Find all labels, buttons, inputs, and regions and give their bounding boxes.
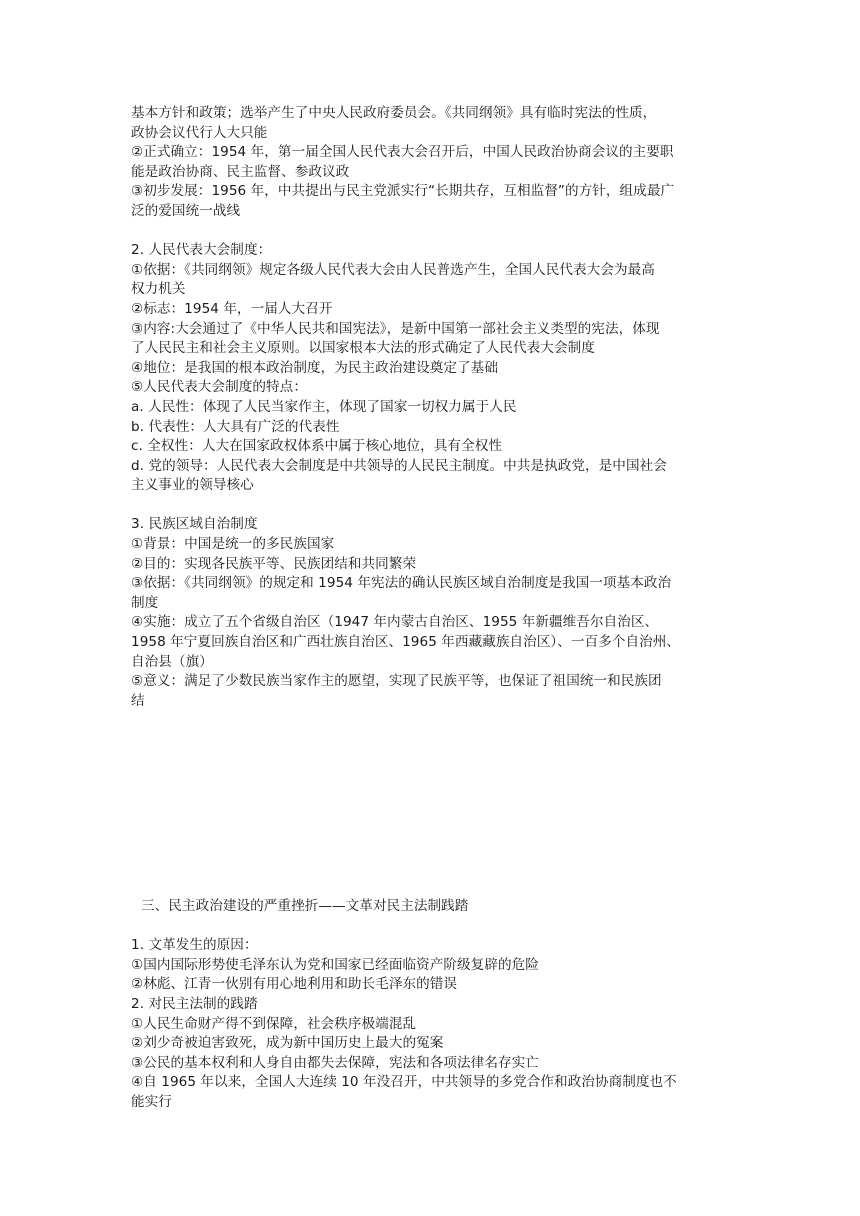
text-line: ⑤意义：满足了少数民族当家作主的愿望，实现了民族平等，也保证了祖国统一和民族团 (131, 673, 662, 690)
text-line: ①背景：中国是统一的多民族国家 (131, 536, 335, 553)
section-heading: 2. 人民代表大会制度： (131, 242, 272, 259)
text-line: 权力机关 (131, 281, 186, 298)
section-heading: 1. 文革发生的原因： (131, 937, 258, 954)
paragraph-cppcc (131, 104, 733, 222)
section-heading: 2. 对民主法制的践踏 (131, 995, 258, 1012)
text-line: ③依据：《共同纲领》的规定和 1954 年宪法的确认民族区域自治制度是我国一项基本政治 (131, 575, 672, 592)
text-line: ②标志：1954 年，一届人大召开 (131, 300, 333, 317)
text-line: ③公民的基本权利和人身自由都失去保障，宪法和各项法律名存实亡 (131, 1054, 539, 1071)
document-body-lower (131, 897, 733, 1113)
list-item: b. 代表性：人大具有广泛的代表性 (131, 418, 340, 435)
text-line: 政协会议代行人大只能 (131, 124, 268, 141)
text-line: 制度 (131, 594, 159, 611)
text-line: ③内容:大会通过了《中华人民共和国宪法》，是新中国第一部社会主义类型的宪法，体现 (131, 320, 660, 337)
paragraph-npc-system (131, 241, 733, 496)
text-line: ①国内国际形势使毛泽东认为党和国家已经面临资产阶级复辟的危险 (131, 956, 539, 973)
text-line: 结 (131, 692, 145, 709)
text-line: 自治县（旗） (131, 653, 213, 670)
paragraph-ethnic-autonomy (131, 515, 733, 711)
section-heading: 3. 民族区域自治制度 (131, 516, 258, 533)
section-title: 三、民主政治建设的严重挫折——文革对民主法制践踏 (141, 898, 469, 914)
text-line: ②目的：实现各民族平等、民族团结和共同繁荣 (131, 555, 417, 572)
text-line: 主义事业的领导核心 (131, 477, 254, 494)
text-line: ②林彪、江青一伙别有用心地利用和助长毛泽东的错误 (131, 976, 458, 993)
text-line: ⑤人民代表大会制度的特点： (131, 379, 307, 396)
list-item: a. 人民性：体现了人民当家作主，体现了国家一切权力属于人民 (131, 398, 517, 415)
paragraph-cultural-revolution (131, 936, 733, 1112)
text-line: 能是政治协商、民主监督、参政议政 (131, 163, 350, 180)
paragraph-spacer (131, 917, 733, 937)
text-line: ①依据：《共同纲领》规定各级人民代表大会由人民普选产生，全国人民代表大会为最高 (131, 261, 655, 278)
text-line: ①人民生命财产得不到保障，社会秩序极端混乱 (131, 1015, 417, 1032)
text-line: ③初步发展：1956 年，中共提出与民主党派实行“长期共存，互相监督”的方针，组成最广 (131, 183, 675, 200)
document-body-upper (131, 104, 733, 711)
text-line: 1958 年宁夏回族自治区和广西壮族自治区、1965 年西藏藏族自治区）、一百多个自治州、 (131, 634, 681, 651)
text-line: 了人民民主和社会主义原则。以国家根本大法的形式确定了人民代表大会制度 (131, 340, 595, 357)
paragraph-spacer (131, 496, 733, 516)
text-line: ④实施：成立了五个省级自治区（1947 年内蒙古自治区、1955 年新疆维吾尔自治区、 (131, 614, 659, 631)
list-item: c. 全权性：人大在国家政权体系中属于核心地位，具有全权性 (131, 438, 503, 455)
text-line: ②正式确立：1954 年，第一届全国人民代表大会召开后，中国人民政治协商会议的主要职 (131, 144, 674, 161)
text-line: 泛的爱国统一战线 (131, 202, 241, 219)
paragraph-spacer (131, 222, 733, 242)
text-line: ④自 1965 年以来，全国人大连续 10 年没召开，中共领导的多党合作和政治协商制度也不 (131, 1074, 677, 1091)
text-line: 能实行 (131, 1093, 172, 1110)
text-line: ④地位：是我国的根本政治制度，为民主政治建设奠定了基础 (131, 359, 498, 376)
list-item: d. 党的领导：人民代表大会制度是中共领导的人民民主制度。中共是执政党，是中国社会 (131, 457, 667, 474)
text-line: 基本方针和政策；选举产生了中央人民政府委员会。《共同纲领》具有临时宪法的性质， (131, 105, 657, 121)
text-line: ②刘少奇被迫害致死，成为新中国历史上最大的冤案 (131, 1035, 444, 1052)
